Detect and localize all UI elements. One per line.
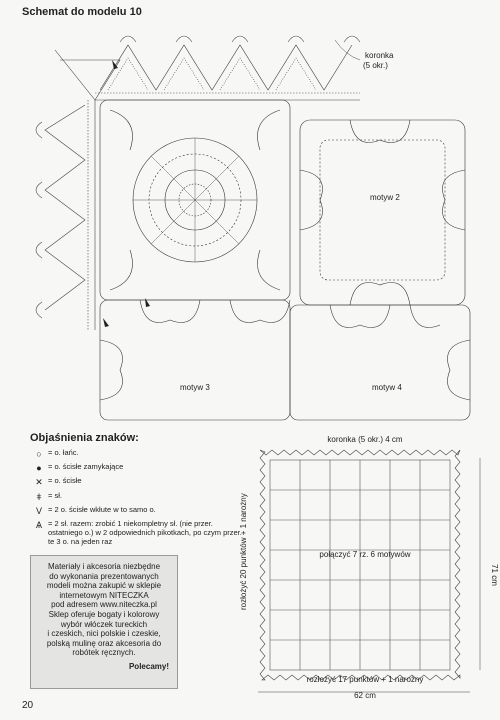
legend-item-text: = sł. bbox=[48, 490, 62, 500]
double-crochet-icon: ǂ bbox=[36, 491, 42, 502]
info-line: polską mulinę oraz akcesoria do bbox=[46, 638, 162, 648]
info-line: do wykonania prezentowanych bbox=[49, 571, 159, 581]
legend-item-text: = o. łańc. bbox=[48, 447, 79, 457]
legend-item-increase bbox=[30, 506, 245, 516]
legend-item-slip bbox=[30, 463, 245, 473]
legend-item-text: = o. ścisłe zamykające bbox=[48, 461, 124, 471]
grid-left-label: rozłożyć 20 punktów + 1 narożny bbox=[239, 493, 248, 610]
info-line: pod adresem www.niteczka.pl bbox=[51, 600, 157, 610]
motif-2 bbox=[300, 120, 465, 305]
grid-bottom-label: rozłożyć 17 punktów + 1 narożny bbox=[306, 675, 424, 684]
single-crochet-icon: ✕ bbox=[35, 477, 43, 488]
info-box bbox=[30, 555, 178, 689]
lace-border-left bbox=[36, 50, 120, 330]
info-line: wybór włóczek tureckich bbox=[60, 619, 148, 629]
increase-icon: V bbox=[35, 506, 42, 517]
assembly-diagram bbox=[230, 430, 500, 700]
koronka-label: koronka bbox=[365, 51, 394, 60]
motif-2-label: motyw 2 bbox=[370, 193, 400, 202]
legend-item-cluster bbox=[30, 520, 245, 546]
motif-1 bbox=[100, 100, 290, 300]
info-line: modeli można zakupić w sklepie bbox=[46, 581, 162, 591]
page-number: 20 bbox=[22, 700, 34, 711]
chain-stitch-icon: ○ bbox=[36, 448, 42, 459]
info-footer: Polecamy! bbox=[128, 661, 169, 671]
grid-bottom-dim: 62 cm bbox=[354, 691, 376, 700]
info-line: Materiały i akcesoria niezbędne bbox=[47, 562, 161, 571]
legend-item-text: = 2 sł. razem: zrobić 1 niekompletny sł. (nie przer. ostatniego o.) w 2 odpowiednich pikotkach, po czym przer. te 3 o. na jeden raz bbox=[48, 519, 242, 546]
motif-grid bbox=[270, 460, 450, 670]
info-line: robótek ręcznych. bbox=[72, 648, 136, 658]
legend-item-sc bbox=[30, 477, 245, 487]
legend-item-text: = 2 o. ścisłe wkłute w to samo o. bbox=[48, 505, 156, 515]
info-line: i czeskich, nici polskie i czeskie, bbox=[47, 629, 161, 639]
motif-4 bbox=[290, 305, 470, 420]
legend-title: Objaśnienia znaków: bbox=[30, 432, 139, 444]
motif-4-label: motyw 4 bbox=[372, 383, 402, 392]
info-line: internetowym NITECZKA bbox=[59, 590, 149, 600]
grid-top-label: koronka (5 okr.) 4 cm bbox=[327, 435, 403, 444]
grid-center-label: połączyć 7 rz. 6 motywów bbox=[319, 550, 411, 559]
legend-item-chain bbox=[30, 449, 245, 459]
grid-right-dim: 71 cm bbox=[490, 564, 499, 586]
motif-3 bbox=[100, 300, 290, 420]
koronka-rounds-label: (5 okr.) bbox=[363, 61, 388, 70]
motif-3-label: motyw 3 bbox=[180, 383, 210, 392]
slip-stitch-icon: ● bbox=[36, 462, 42, 473]
legend-item-dc bbox=[30, 492, 245, 502]
page-title: Schemat do modelu 10 bbox=[22, 6, 142, 18]
cluster-stitch-icon: Ѧ bbox=[35, 520, 42, 531]
legend bbox=[30, 432, 245, 550]
legend-item-text: = o. ścisłe bbox=[48, 476, 82, 486]
koronka-leader bbox=[335, 40, 360, 60]
info-line: Sklep oferuje bogaty i kolorowy bbox=[48, 609, 160, 619]
lace-border-top bbox=[95, 36, 360, 100]
